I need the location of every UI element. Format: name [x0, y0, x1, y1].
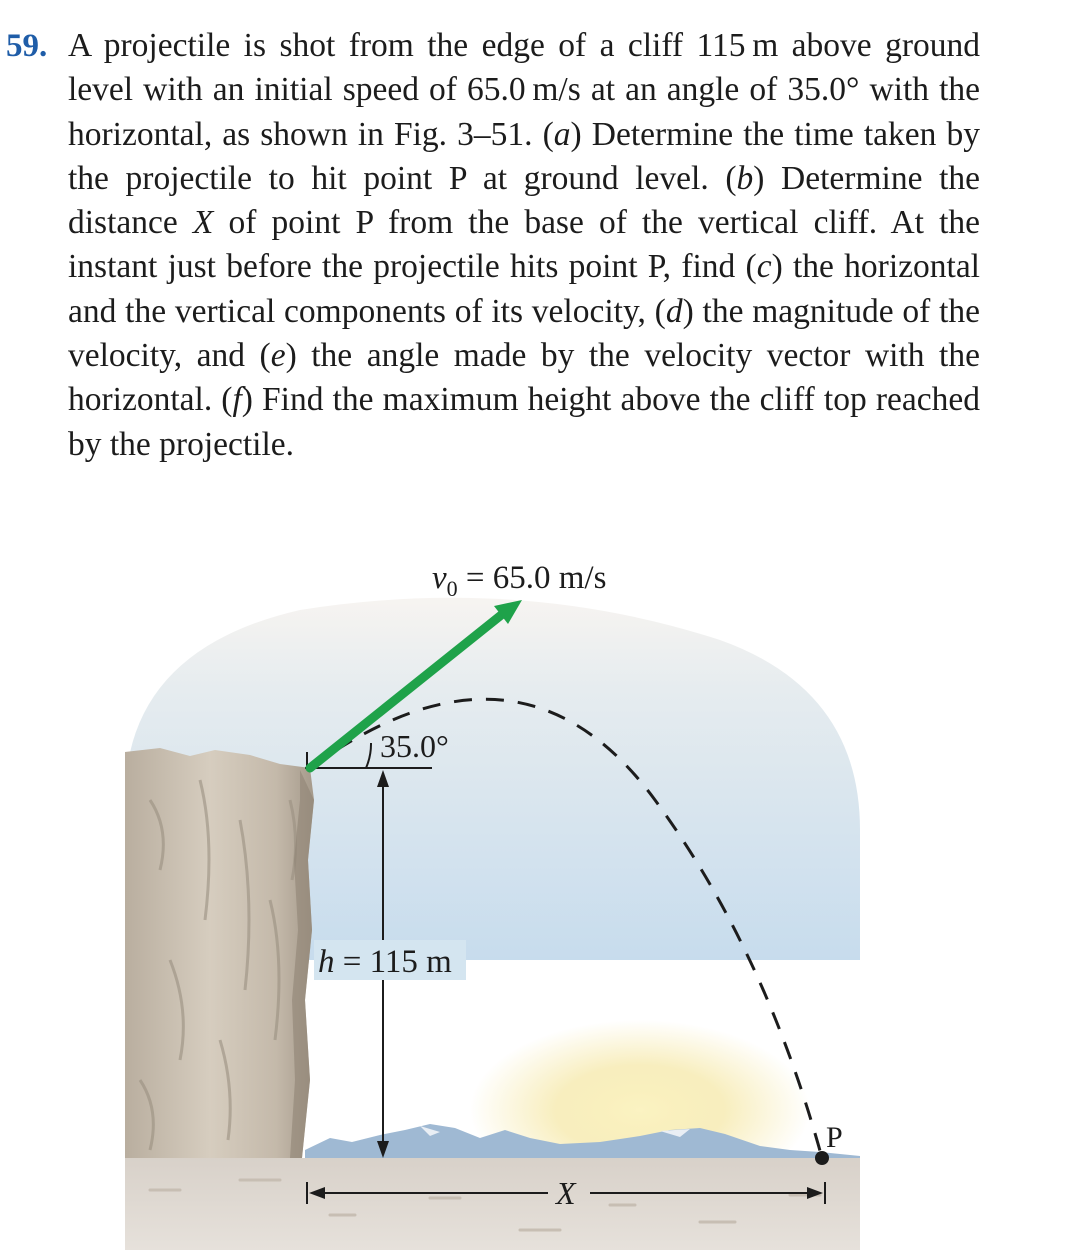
problem-statement [68, 24, 980, 467]
initial-velocity-label [432, 560, 606, 601]
v0-symbol: v [432, 560, 447, 596]
part-label-f: f [232, 381, 242, 419]
statement-part: ) Determine the distance [68, 159, 980, 242]
ground [125, 1158, 860, 1250]
statement-part: ) Find the maximum height above the cliff top reached by the projectile. [68, 381, 980, 463]
cliff [125, 748, 314, 1158]
h-value: = 115 m [334, 944, 452, 980]
statement-part: A projectile is shot from the edge of a cliff 115 m above ground level with an initial speed of 65.0 m/s at an angle of 35.0° with the horizontal, as shown in Fig. 3–51. ( [68, 27, 980, 153]
statement-part: ) the horizontal and the vertical components of its velocity, ( [68, 248, 980, 330]
statement-part: ) the magnitude of the velocity, and ( [68, 292, 980, 375]
variable-x: X [192, 204, 214, 242]
statement-part: ) Determine the time taken by the projectile to hit point P at ground level. ( [68, 115, 981, 197]
part-label-e: e [270, 337, 286, 375]
problem-number: 59. [6, 28, 48, 64]
height-label [318, 944, 452, 980]
part-label-c: c [756, 248, 772, 286]
part-label-b: b [736, 159, 754, 197]
h-symbol: h [318, 944, 335, 980]
point-p-label: P [826, 1121, 843, 1154]
v0-value: = 65.0 m/s [457, 560, 607, 596]
x-distance-label: X [556, 1175, 576, 1211]
statement-part: of point P from the base of the vertical cliff. At the instant just before the projectile hits point P, find ( [68, 204, 980, 286]
statement-part: ) the angle made by the velocity vector with the horizontal. ( [68, 337, 980, 419]
part-label-a: a [553, 115, 571, 153]
part-label-d: d [665, 292, 683, 330]
projectile-figure [0, 520, 1080, 1257]
v0-subscript: 0 [446, 576, 458, 601]
angle-label: 35.0° [380, 728, 449, 764]
